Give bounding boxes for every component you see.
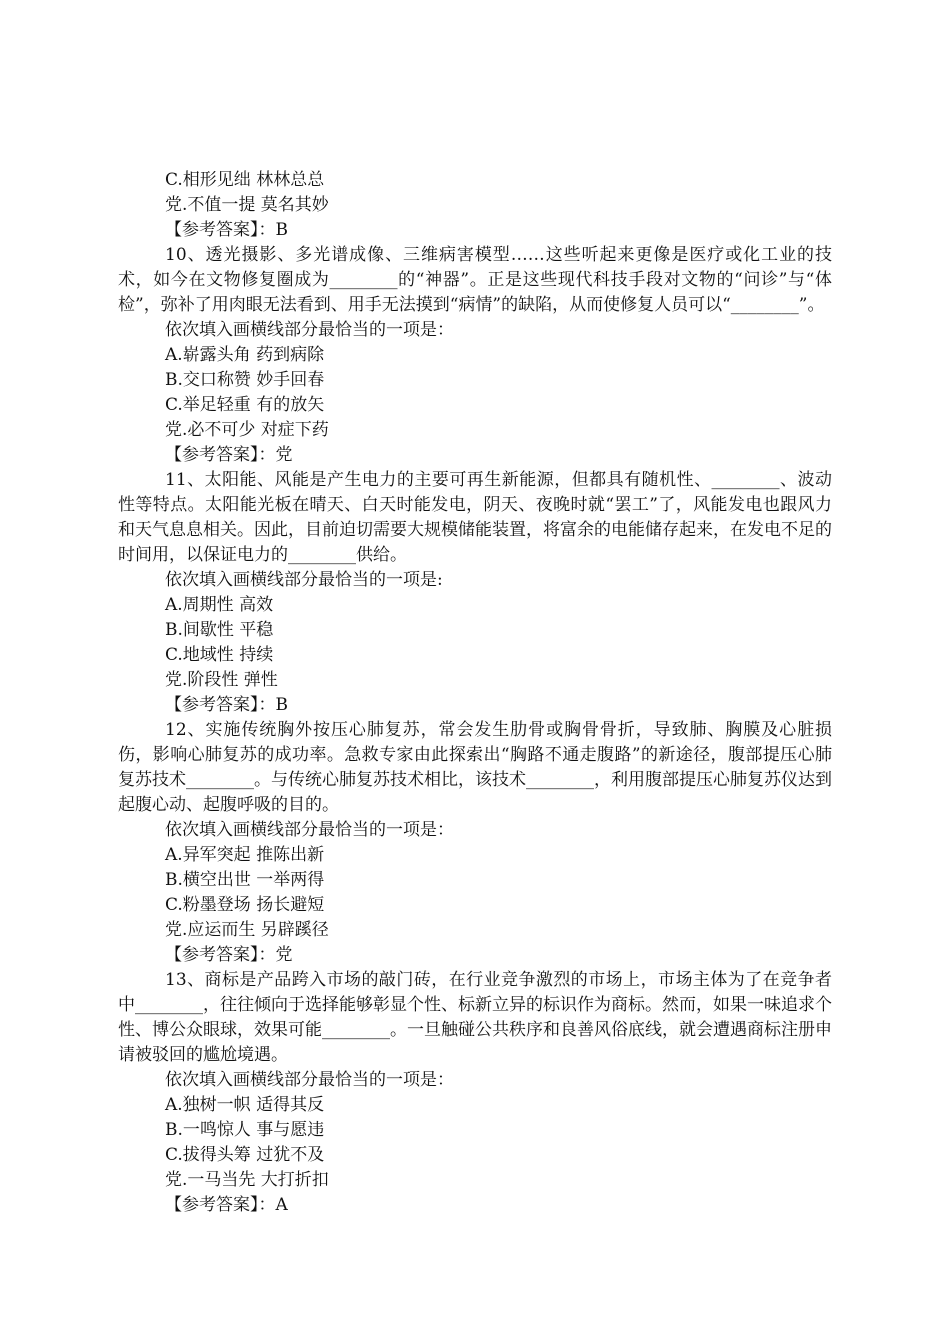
q13-option-b: B.一鸣惊人 事与愿违	[165, 1120, 325, 1140]
q12-option-c: C.粉墨登场 扬长避短	[165, 895, 325, 915]
q13-answer: 【参考答案】：A	[165, 1195, 288, 1215]
q10-option-c: C.举足轻重 有的放矢	[165, 395, 325, 415]
q12-option-b: B.横空出世 一举两得	[165, 870, 325, 890]
q12-stem: 12、实施传统胸外按压心肺复苏，常会发生肋骨或胸骨骨折，导致肺、胸膜及心脏损伤，影响心肺复苏的成功率。急救专家由此探索出“胸路不通走腹路”的新途径，腹部提压心肺复苏技术________。与传统心肺复苏技术相比，该技术________，利用腹部提压心肺复苏仪达到起腹心动、起腹呼吸的目的。	[118, 720, 832, 815]
q11-option-d: 党.阶段性 弹性	[165, 670, 278, 690]
q13-option-a: A.独树一帜 适得其反	[165, 1095, 325, 1115]
q10-option-a: A.崭露头角 药到病除	[165, 345, 325, 365]
q12-option-a: A.异军突起 推陈出新	[165, 845, 325, 865]
q11-option-b: B.间歇性 平稳	[165, 620, 274, 640]
q11-option-c: C.地域性 持续	[165, 645, 274, 665]
q10-option-d: 党.必不可少 对症下药	[165, 420, 329, 440]
q10-answer: 【参考答案】：党	[165, 445, 293, 465]
q12-option-d: 党.应运而生 另辟蹊径	[165, 920, 329, 940]
q13-option-c: C.拔得头筹 过犹不及	[165, 1145, 325, 1165]
q9-option-d: 党.不值一提 莫名其妙	[165, 195, 329, 215]
q10-option-b: B.交口称赞 妙手回春	[165, 370, 325, 390]
q9-answer: 【参考答案】：B	[165, 220, 288, 240]
q9-option-c: C.相形见绌 林林总总	[165, 170, 325, 190]
q13-option-d: 党.一马当先 大打折扣	[165, 1170, 329, 1190]
q10-stem: 10、透光摄影、多光谱成像、三维病害模型……这些听起来更像是医疗或化工业的技术，如今在文物修复圈成为________的“神器”。正是这些现代科技手段对文物的“问诊”与“体检”，弥补了用肉眼无法看到、用手无法摸到“病情”的缺陷，从而使修复人员可以“________”。	[118, 245, 832, 315]
q11-option-a: A.周期性 高效	[165, 595, 274, 615]
q11-stem: 11、太阳能、风能是产生电力的主要可再生新能源，但都具有随机性、________、波动性等特点。太阳能光板在晴天、白天时能发电，阴天、夜晚时就“罢工”了，风能发电也跟风力和天气息息相关。因此，目前迫切需要大规模储能装置，将富余的电能储存起来，在发电不足的时间用，以保证电力的________供给。	[118, 470, 832, 565]
q11-answer: 【参考答案】：B	[165, 695, 288, 715]
q11-prompt: 依次填入画横线部分最恰当的一项是:	[165, 570, 443, 590]
q13-prompt: 依次填入画横线部分最恰当的一项是：	[165, 1070, 454, 1090]
q12-prompt: 依次填入画横线部分最恰当的一项是：	[165, 820, 454, 840]
q13-stem: 13、商标是产品跨入市场的敲门砖，在行业竞争激烈的市场上，市场主体为了在竞争者中________，往往倾向于选择能够彰显个性、标新立异的标识作为商标。然而，如果一味追求个性、博公众眼球，效果可能________。一旦触碰公共秩序和良善风俗底线，就会遭遇商标注册申请被驳回的尴尬境遇。	[118, 970, 832, 1065]
q10-prompt: 依次填入画横线部分最恰当的一项是：	[165, 320, 454, 340]
q12-answer: 【参考答案】：党	[165, 945, 293, 965]
